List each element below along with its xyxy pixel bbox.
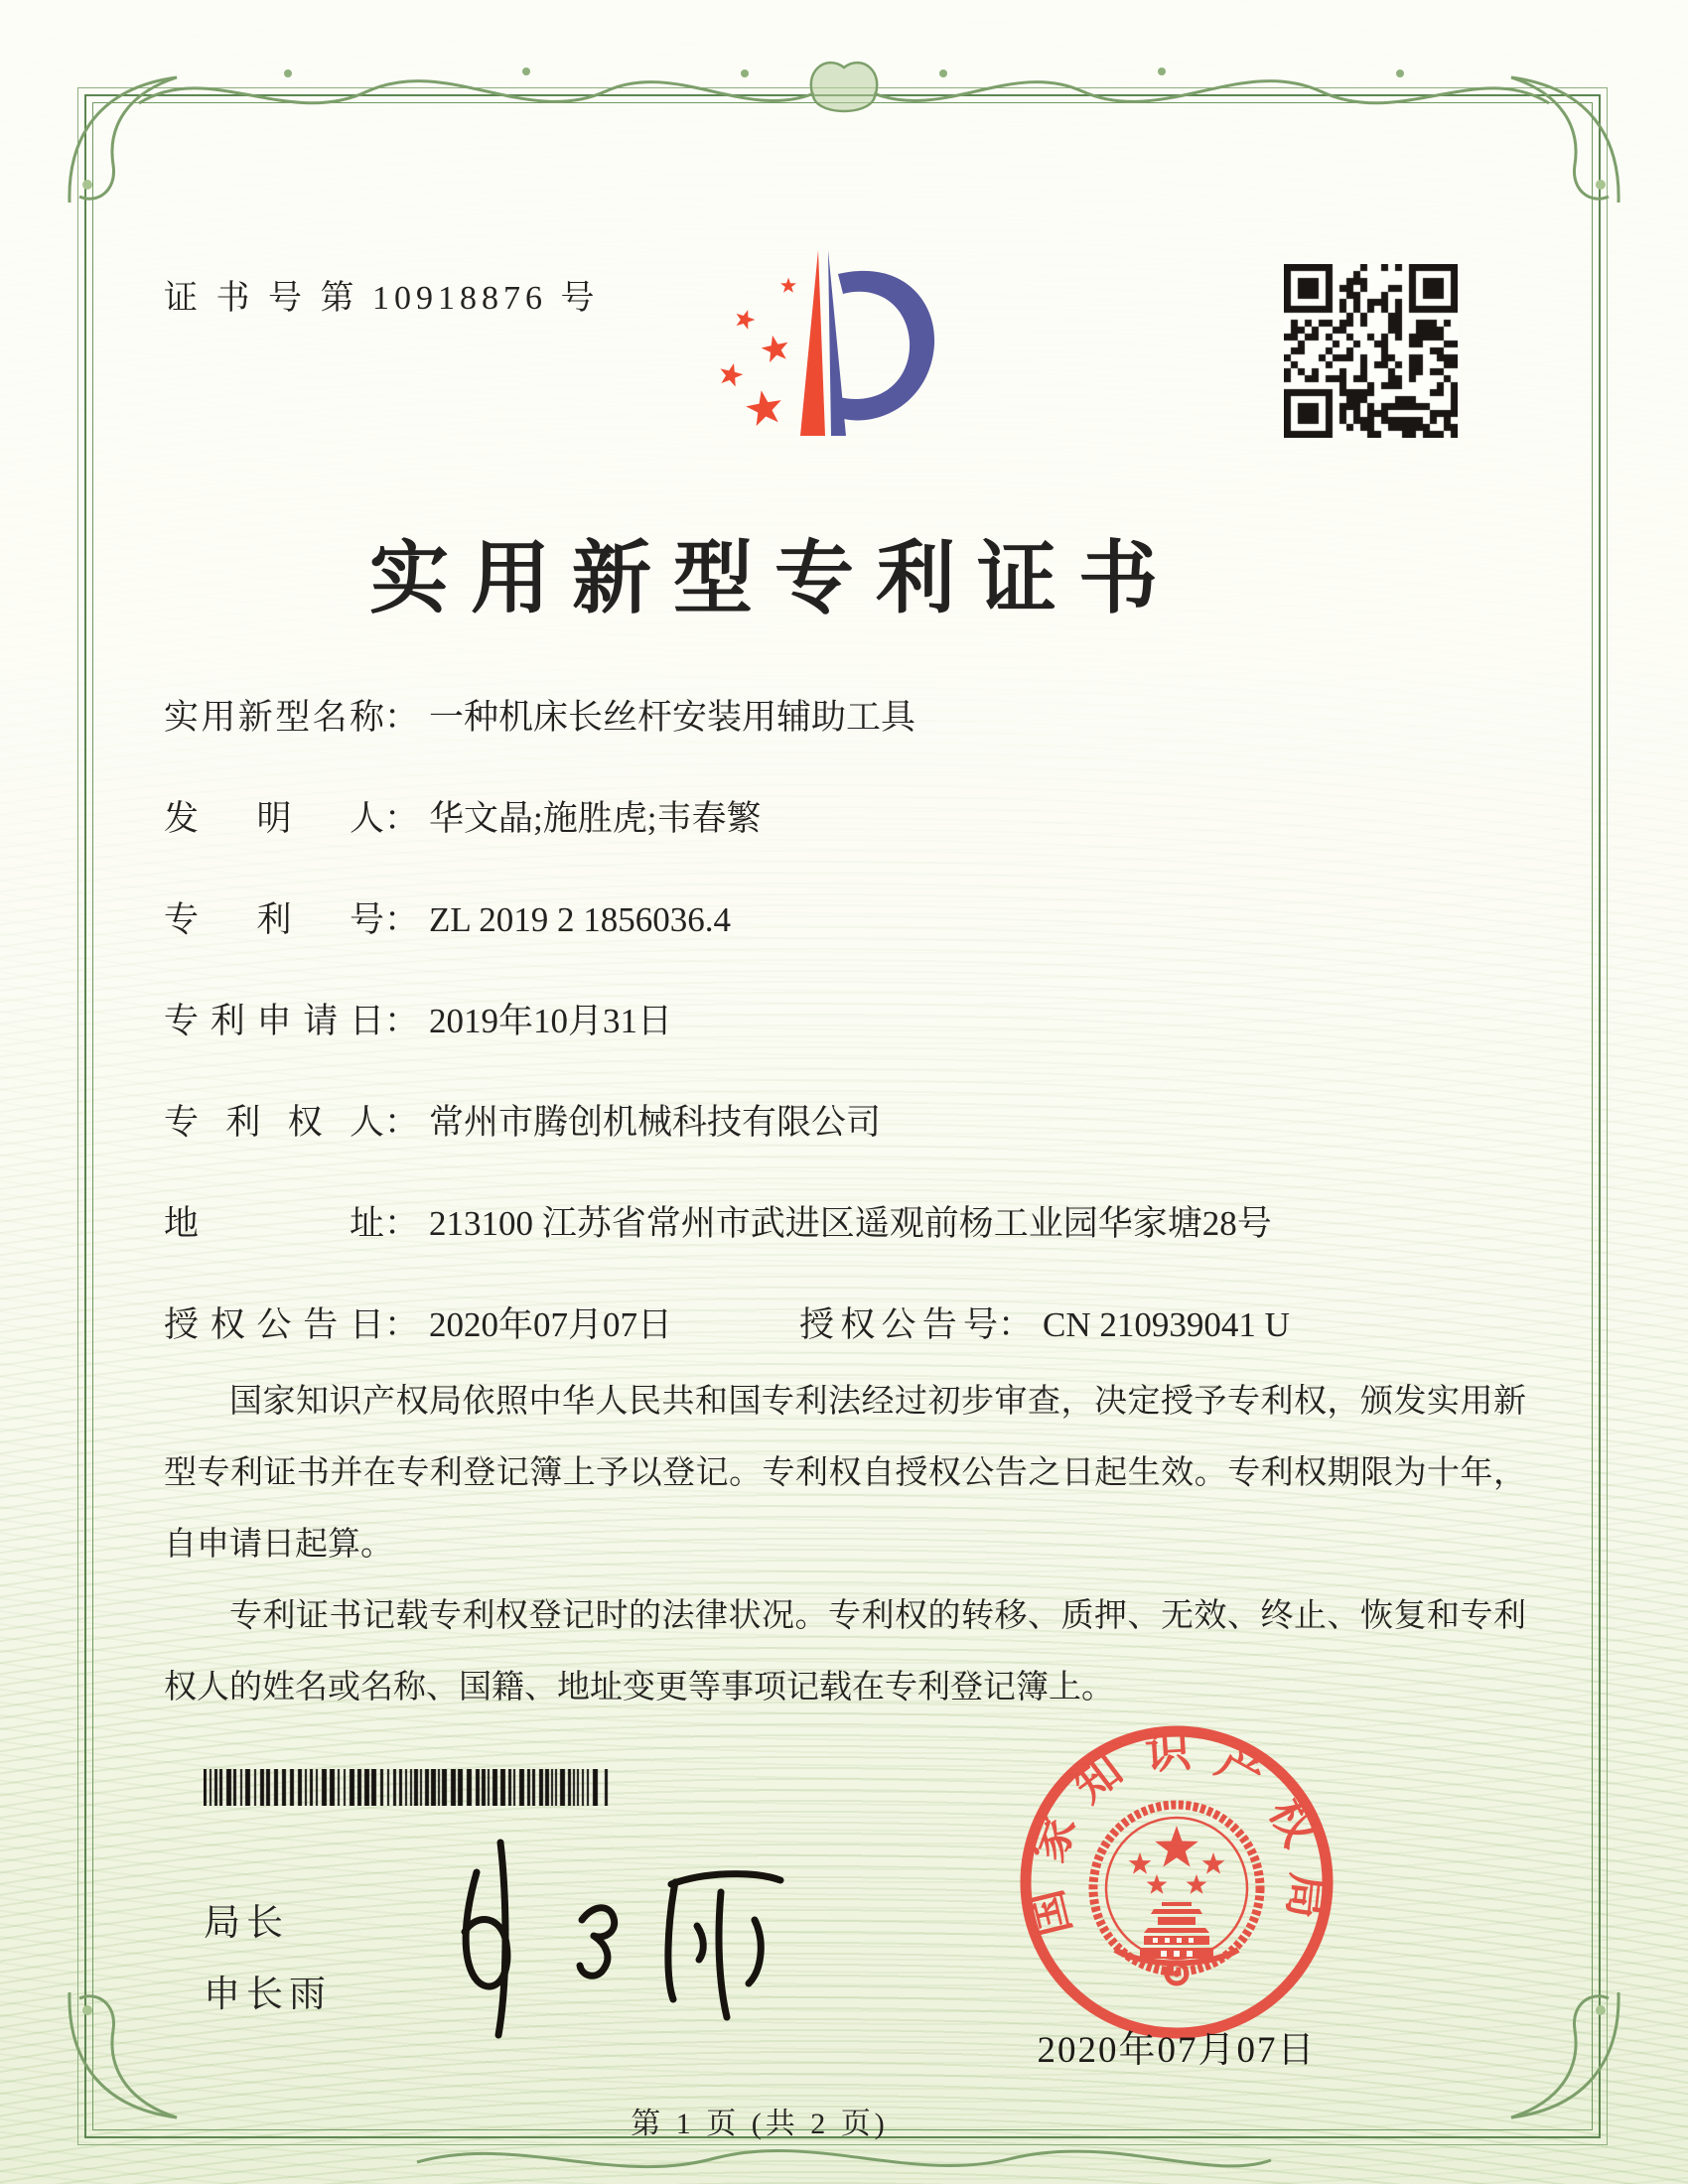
field-label: 地址 — [164, 1204, 384, 1243]
legal-paragraph-2: 专利证书记载专利权登记时的法律状况。专利权的转移、质押、无效、终止、恢复和专利权人的姓名或名称、国籍、地址变更等事项记载在专利登记簿上。 — [164, 1598, 1526, 1706]
field-value: 213100 江苏省常州市武进区遥观前杨工业园华家塘28号 — [429, 1204, 1272, 1243]
border-garland-top-icon — [119, 42, 1569, 136]
field-label: 授权公告号 — [799, 1305, 998, 1344]
field-row-filing-date: 专利申请日： 2019年10月31日 — [164, 999, 1554, 1100]
official-seal-icon — [996, 1702, 1357, 2063]
field-row-patent-number: 专利号： ZL 2019 2 1856036.4 — [164, 897, 1554, 999]
border-flourish-top-right-icon — [1481, 66, 1630, 214]
commissioner-signature-icon — [415, 1829, 842, 2052]
field-value: 2020年07月07日 — [429, 1305, 673, 1344]
field-label: 专利权人 — [164, 1103, 384, 1142]
page-number: 第 1 页 (共 2 页) — [631, 2108, 889, 2140]
field-value: 华文晶;施胜虎;韦春繁 — [429, 799, 762, 838]
seal-date: 2020年07月07日 — [1037, 2030, 1317, 2071]
commissioner-title: 局长 — [204, 1903, 289, 1944]
field-label: 授权公告日 — [164, 1305, 384, 1344]
field-value: 一种机床长丝杆安装用辅助工具 — [429, 698, 916, 737]
qr-code-icon — [1284, 264, 1458, 438]
seal-ring-text: 国家知识产权局 — [1020, 1724, 1335, 1942]
border-flourish-top-left-icon — [58, 66, 207, 214]
field-value: 2019年10月31日 — [429, 1002, 673, 1040]
field-row-address: 地址： 213100 江苏省常州市武进区遥观前杨工业园华家塘28号 — [164, 1201, 1554, 1302]
field-row-inventors: 发明人： 华文晶;施胜虎;韦春繁 — [164, 796, 1554, 897]
field-value: CN 210939041 U — [1043, 1305, 1290, 1344]
field-label: 专利号 — [164, 900, 384, 939]
field-value: 常州市腾创机械科技有限公司 — [429, 1103, 882, 1142]
commissioner-name: 申长雨 — [204, 1975, 332, 2015]
certificate-title: 实用新型专利证书 — [369, 536, 1180, 623]
field-label: 发明人 — [164, 799, 384, 838]
field-row-patentee: 专利权人： 常州市腾创机械科技有限公司 — [164, 1100, 1554, 1201]
field-value: ZL 2019 2 1856036.4 — [429, 900, 731, 939]
field-list — [164, 695, 1554, 1404]
barcode-icon — [204, 1769, 611, 1806]
legal-paragraph-1: 国家知识产权局依照中华人民共和国专利法经过初步审查，决定授予专利权，颁发实用新型专利证书并在专利登记簿上予以登记。专利权自授权公告之日起生效。专利权期限为十年，自申请日起算。 — [164, 1384, 1526, 1563]
cnipa-logo-icon — [693, 238, 943, 447]
legal-text — [164, 1366, 1526, 1723]
field-label: 实用新型名称 — [164, 698, 384, 737]
certificate-number: 证 书 号 第 10918876 号 — [164, 280, 600, 317]
field-label: 专利申请日 — [164, 1002, 384, 1040]
field-grant-number: 授权公告号： CN 210939041 U — [799, 1302, 1290, 1348]
field-row-utility-model-name: 实用新型名称： 一种机床长丝杆安装用辅助工具 — [164, 695, 1554, 796]
field-row-grant-date-and-number: 授权公告日： 2020年07月07日 授权公告号： CN 210939041 U — [164, 1302, 1554, 1404]
